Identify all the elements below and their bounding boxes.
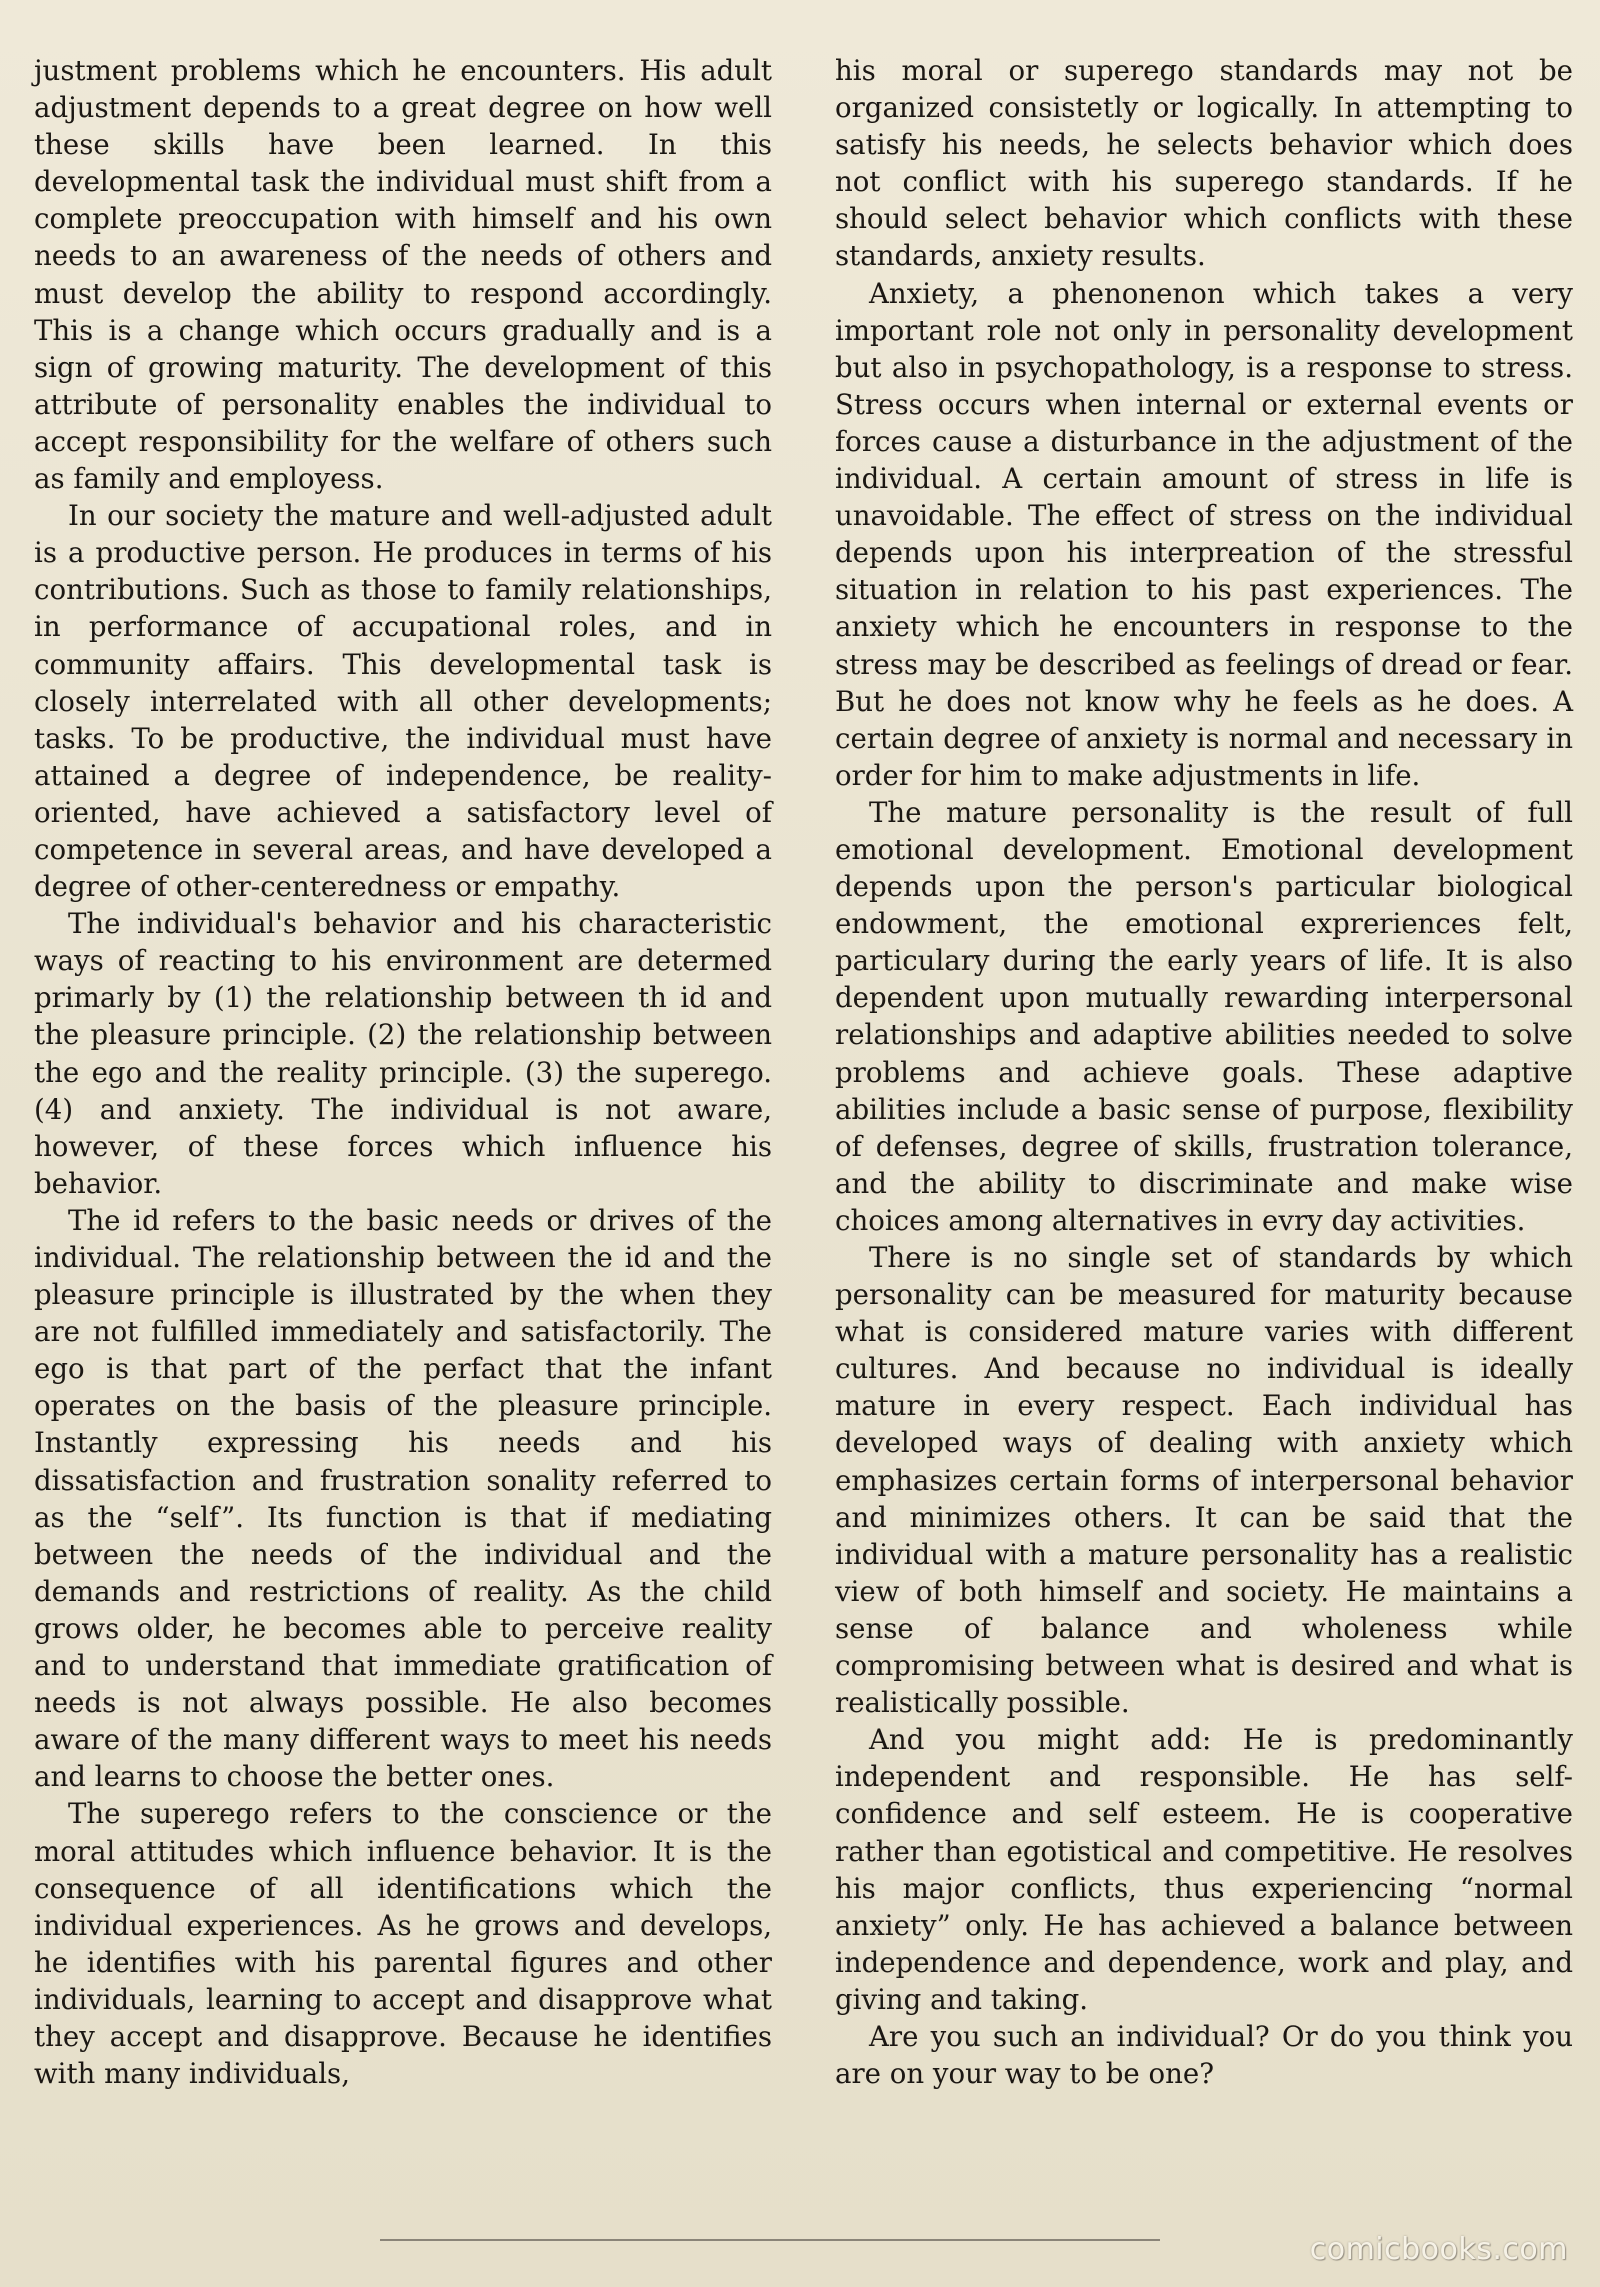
paragraph: There is no single set of standards by which personality can be measured for maturity because what is considered mature varies with different cultures. And because no individual is ideally mature in every respect. Each individual has developed ways of dealing with anxiety which emphasizes certain forms of interpersonal behavior and minimizes others. It can be said that the individual with a mature personality has a realistic view of both himself and society. He maintains a sense of balance and wholeness while compromising between what is desired and what is realistically possible.: [835, 1241, 1573, 1720]
paragraph: And you might add: He is predominantly independent and responsible. He has self-confidence and self esteem. He is cooperative rather than egotistical and competitive. He resolves his major conflicts, thus experiencing “normal anxiety” only. He has achieved a balance between independence and dependence, work and play, and giving and taking.: [835, 1723, 1573, 2016]
bottom-divider: [380, 2239, 1160, 2241]
paragraph: Anxiety, a phenonenon which takes a very important role not only in personality development but also in psychopathology, is a response to stress. Stress occurs when internal or external events or forces cause a disturbance in the adjustment of the individual. A certain amount of stress in life is unavoidable. The effect of stress on the individual depends upon his interpreation of the stressful situation in relation to his past experiences. The anxiety which he encounters in response to the stress may be described as feelings of dread or fear. But he does not know why he feels as he does. A certain degree of anxiety is normal and necessary in order for him to make adjustments in life.: [835, 276, 1573, 792]
paragraph: his moral or superego standards may not be organized consistetly or logically. In attempting to satisfy his needs, he selects behavior which does not conflict with his superego standards. If he should select behavior which conflicts with these standards, anxiety results.: [835, 54, 1573, 273]
paragraph: The mature personality is the result of full emotional development. Emotional development depends upon the person's particular biological endowment, the emotional expreriences felt, particulary during the early years of life. It is also dependent upon mutually rewarding interpersonal relationships and adaptive abilities needed to solve problems and achieve goals. These adaptive abilities include a basic sense of purpose, flexibility of defenses, degree of skills, frustration tolerance, and the ability to discriminate and make wise choices among alternatives in evry day activities.: [835, 795, 1573, 1237]
watermark: comicbooks.com: [1309, 2232, 1568, 2267]
left-column: [34, 52, 772, 2092]
paragraph: justment problems which he encounters. His adult adjustment depends to a great degree on how well these skills have been learned. In this developmental task the individual must shift from a complete preoccupation with himself and his own needs to an awareness of the needs of others and must develop the ability to respond accordingly. This is a change which occurs gradually and is a sign of growing maturity. The development of this attribute of personality enables the individual to accept responsibility for the welfare of others such as family and employess.: [34, 54, 772, 496]
paragraph: Are you such an individual? Or do you think you are on your way to be one?: [835, 2019, 1573, 2091]
paragraph: In our society the mature and well-adjusted adult is a productive person. He produces in terms of his contributions. Such as those to family relationships, in performance of accupational roles, and in community affairs. This developmental task is closely interrelated with all other developments; tasks. To be productive, the individual must have attained a degree of independence, be reality-oriented, have achieved a satisfactory level of competence in several areas, and have developed a degree of other-centeredness or empathy.: [34, 499, 772, 904]
paragraph: The individual's behavior and his characteristic ways of reacting to his environment are determed primarly by (1) the relationship between th id and the pleasure principle. (2) the relationship between the ego and the reality principle. (3) the superego. (4) and anxiety. The individual is not aware, however, of these forces which influence his behavior.: [34, 907, 772, 1200]
paragraph: The superego refers to the conscience or the moral attitudes which influence behavior. It is the consequence of all identifications which the individual experiences. As he grows and develops, he identifies with his parental figures and other individuals, learning to accept and disapprove what they accept and disapprove. Because he identifies with many individuals,: [34, 1797, 772, 2091]
paragraph: The id refers to the basic needs or drives of the individual. The relationship between the id and the pleasure principle is illustrated by the when they are not fulfilled immediately and satisfactorily. The ego is that part of the perfact that the infant operates on the basis of the pleasure principle. Instantly expressing his needs and his dissatisfaction and frustration sonality referred to as the “self”. Its function is that if mediating between the needs of the individual and the demands and restrictions of reality. As the child grows older, he becomes able to perceive reality and to understand that immediate gratification of needs is not always possible. He also becomes aware of the many different ways to meet his needs and learns to choose the better ones.: [34, 1203, 772, 1794]
right-column: [835, 52, 1573, 2092]
